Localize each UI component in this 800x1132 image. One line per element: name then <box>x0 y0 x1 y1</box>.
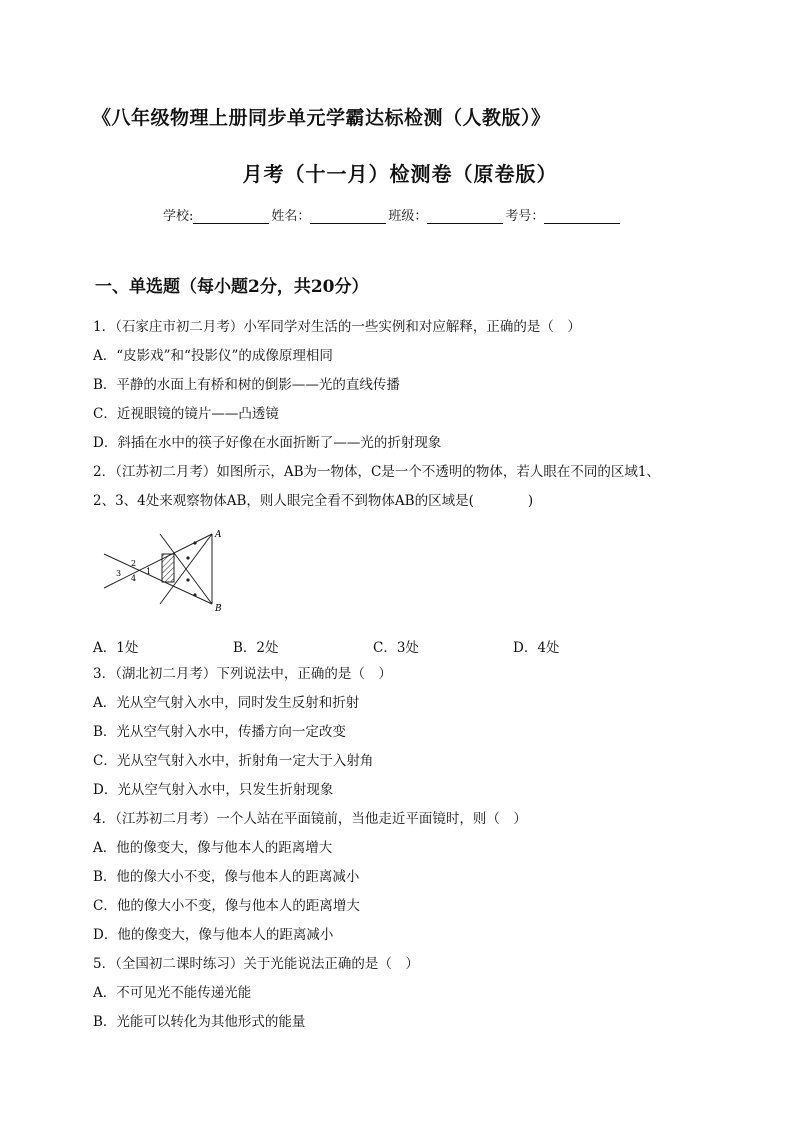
q4-option-d: D．他的像变大，像与他本人的距离减小 <box>93 927 334 943</box>
q1-option-b: B．平静的水面上有桥和树的倒影——光的直线传播 <box>93 377 400 393</box>
q1-option-a: A．“皮影戏”和“投影仪”的成像原理相同 <box>93 348 333 364</box>
q2-diagram <box>100 522 240 612</box>
q4-option-c: C．他的像大小不变，像与他本人的距离增大 <box>93 898 360 914</box>
school-label: 学校: <box>163 209 194 224</box>
q2-stem-line2: 2、3、4处来观察物体AB，则人眼完全看不到物体AB的区域是( ) <box>93 493 534 509</box>
q4-option-a: A．他的像变大，像与他本人的距离增大 <box>93 840 333 856</box>
region-1-label: 1 <box>146 567 152 576</box>
number-label: 考号： <box>505 209 545 224</box>
number-field <box>505 205 622 224</box>
label-a: A <box>215 530 222 540</box>
q5-stem: 5．（全国初二课时练习）关于光能说法正确的是（ ） <box>93 956 419 972</box>
q2-option-a: A．1处 <box>93 640 139 656</box>
label-b: B <box>215 604 222 612</box>
exam-title: 月考（十一月）检测卷（原卷版） <box>242 162 558 186</box>
q5-option-a: A．不可见光不能传递光能 <box>93 985 252 1001</box>
q3-option-a: A．光从空气射入水中，同时发生反射和折射 <box>93 695 360 711</box>
q1-stem: 1．（石家庄市初二月考）小军同学对生活的一些实例和对应解释，正确的是（ ） <box>93 319 581 335</box>
q2-option-b: B．2处 <box>233 640 279 656</box>
q3-option-c: C．光从空气射入水中，折射角一定大于入射角 <box>93 753 374 769</box>
q2-option-d: D．4处 <box>513 640 560 656</box>
q4-stem: 4．（江苏初二月考）一个人站在平面镜前，当他走近平面镜时，则（ ） <box>93 811 527 827</box>
class-field <box>388 205 505 224</box>
number-blank <box>544 209 620 224</box>
opaque-object-c <box>162 554 174 582</box>
series-title: 《八年级物理上册同步单元学霸达标检测（人教版）》 <box>92 107 551 129</box>
region-2-label: 2 <box>131 559 137 568</box>
region-4-label: 4 <box>131 574 137 583</box>
name-field <box>271 205 388 224</box>
arrow-dots <box>186 541 196 596</box>
school-blank <box>193 209 269 224</box>
name-label: 姓名： <box>271 209 311 224</box>
q5-option-b: B．光能可以转化为其他形式的能量 <box>93 1014 306 1030</box>
q4-option-b: B．他的像大小不变，像与他本人的距离减小 <box>93 869 360 885</box>
school-field <box>163 205 271 224</box>
region-3-label: 3 <box>116 569 122 578</box>
student-info-line <box>163 205 622 224</box>
q2-stem-line1: 2．（江苏初二月考）如图所示，AB为一物体，C是一个不透明的物体，若人眼在不同的区域1、 <box>93 464 660 480</box>
q2-option-c: C．3处 <box>373 640 419 656</box>
q3-option-b: B．光从空气射入水中，传播方向一定改变 <box>93 724 346 740</box>
q3-option-d: D．光从空气射入水中，只发生折射现象 <box>93 782 334 798</box>
q1-option-c: C．近视眼镜的镜片——凸透镜 <box>93 406 279 422</box>
q3-stem: 3．（湖北初二月考）下列说法中，正确的是（ ） <box>93 666 392 682</box>
section-heading: 一、单选题（每小题2分，共20分） <box>95 277 369 297</box>
name-blank <box>310 209 386 224</box>
class-label: 班级： <box>388 209 428 224</box>
class-blank <box>427 209 503 224</box>
q1-option-d: D．斜插在水中的筷子好像在水面折断了——光的折射现象 <box>93 435 442 451</box>
